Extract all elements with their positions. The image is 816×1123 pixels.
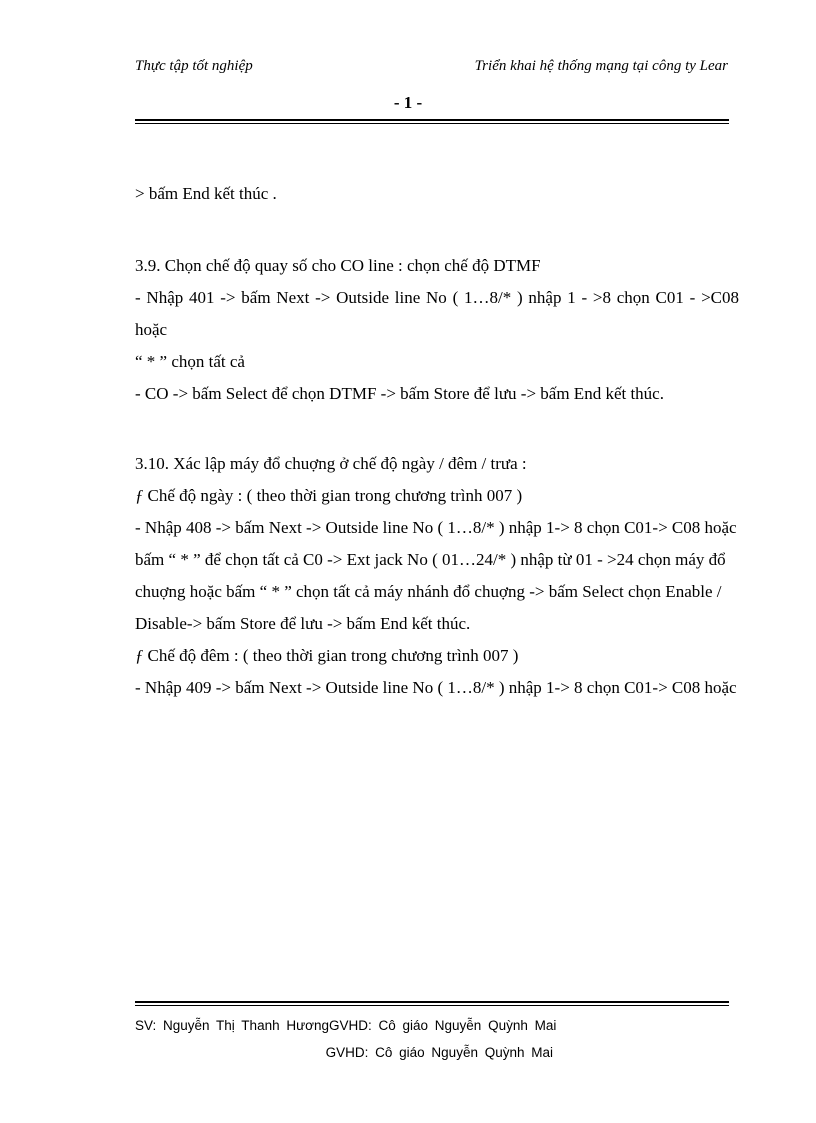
header-left-title: Thực tập tốt nghiệp bbox=[135, 58, 253, 74]
day-mode-title bbox=[135, 480, 739, 512]
footer-line-2: GVHD: Cô giáo Nguyễn Quỳnh Mai bbox=[325, 1045, 553, 1060]
section-3-9-line-3: - CO -> bấm Select để chọn DTMF -> bấm Store để lưu -> bấm End kết thúc. bbox=[135, 384, 664, 403]
day-mode-line-4: Disable-> bấm Store để lưu -> bấm End kết thúc. bbox=[135, 614, 471, 633]
footer-rule bbox=[135, 1001, 729, 1006]
bullet-glyph: ƒ bbox=[135, 486, 144, 505]
section-3-10-heading: 3.10. Xác lập máy đổ chuợng ở chế độ ngày / đêm / trưa : bbox=[135, 454, 527, 473]
header-rule bbox=[135, 119, 729, 124]
section-3-9-heading: 3.9. Chọn chế độ quay số cho CO line : chọn chế độ DTMF bbox=[135, 256, 541, 275]
footer-line-1: SV: Nguyễn Thị Thanh HươngGVHD: Cô giáo Nguyễn Quỳnh Mai bbox=[135, 1018, 557, 1033]
section-3-9-line-1: - Nhập 401 -> bấm Next -> Outside line No ( 1…8/* ) nhập 1 - >8 chọn C01 - >C08 hoặc bbox=[135, 288, 739, 339]
night-mode-line-1: - Nhập 409 -> bấm Next -> Outside line No ( 1…8/* ) nhập 1-> 8 chọn C01-> C08 hoặc bbox=[135, 678, 737, 697]
day-mode-line-3: chuợng hoặc bấm “ * ” chọn tất cả máy nhánh đổ chuợng -> bấm Select chọn Enable / bbox=[135, 582, 722, 601]
section-3-9-line-2: “ * ” chọn tất cả bbox=[135, 352, 245, 371]
header-right-title: Triển khai hệ thống mạng tại công ty Lear bbox=[474, 58, 728, 74]
night-mode-title bbox=[135, 640, 739, 672]
paragraph-end: > bấm End kết thúc . bbox=[135, 184, 277, 203]
day-mode-line-1: - Nhập 408 -> bấm Next -> Outside line No ( 1…8/* ) nhập 1-> 8 chọn C01-> C08 hoặc bbox=[135, 518, 737, 537]
day-mode-line-2: bấm “ * ” để chọn tất cả C0 -> Ext jack No ( 01…24/* ) nhập từ 01 - >24 chọn máy đổ bbox=[135, 550, 726, 569]
footer bbox=[135, 1012, 595, 1066]
night-mode-title-text: Chế độ đêm : ( theo thời gian trong chương trình 007 ) bbox=[147, 646, 519, 665]
page-number: - 1 - bbox=[393, 93, 423, 112]
day-mode-title-text: Chế độ ngày : ( theo thời gian trong chương trình 007 ) bbox=[147, 486, 523, 505]
bullet-glyph: ƒ bbox=[135, 646, 144, 665]
document-body bbox=[135, 178, 739, 704]
